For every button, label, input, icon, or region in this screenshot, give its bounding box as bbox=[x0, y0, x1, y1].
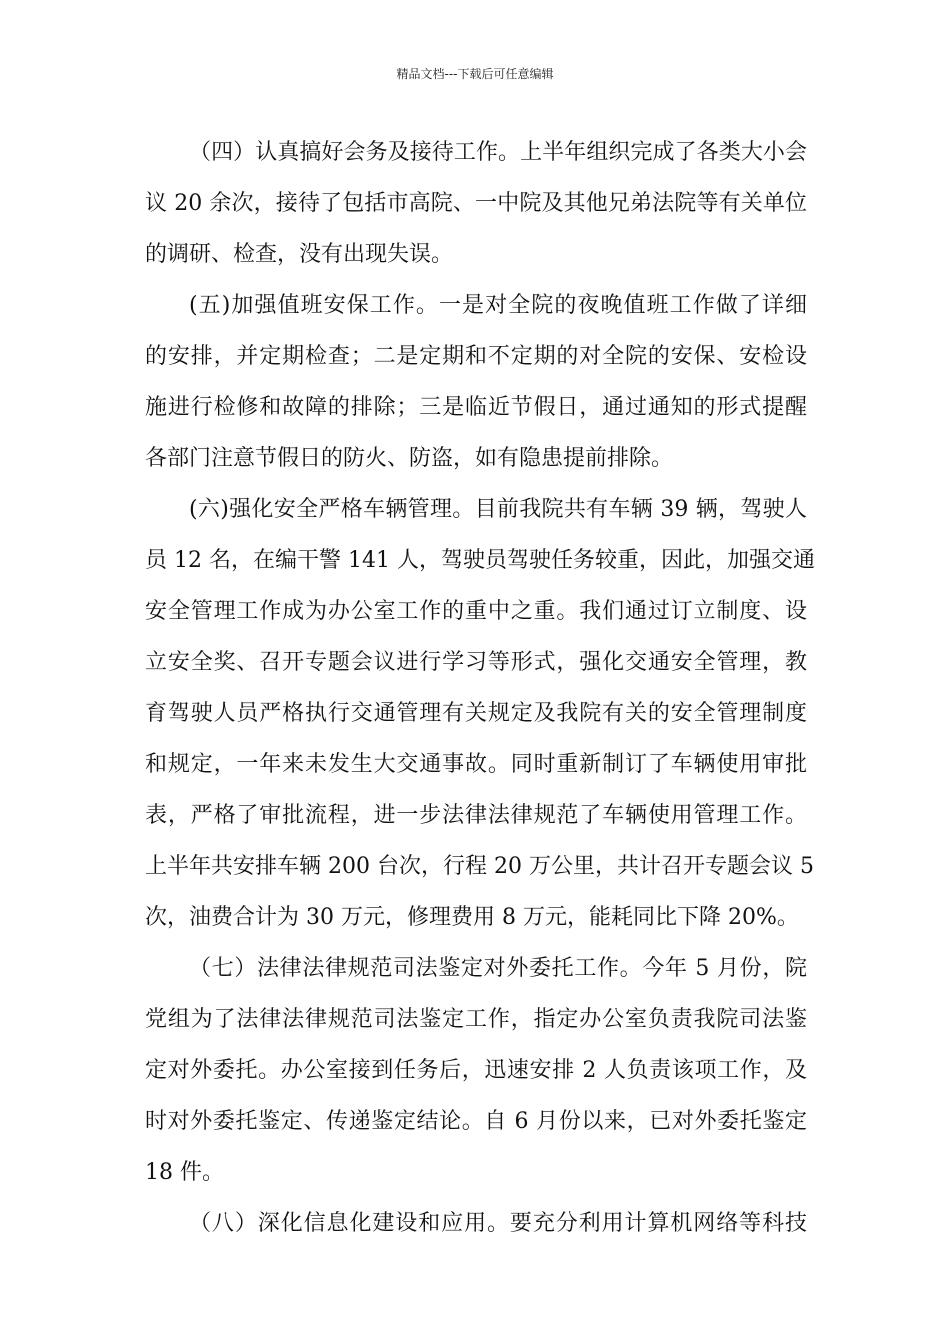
text-line: 员 12 名，在编干警 141 人，驾驶员驾驶任务较重，因此，加强交通 bbox=[145, 548, 815, 573]
paragraph-8 bbox=[145, 1203, 807, 1254]
text-line: 议 20 余次，接待了包括市高院、一中院及其他兄弟法院等有关单位 bbox=[145, 191, 807, 216]
text-line: (五)加强值班安保工作。一是对全院的夜晚值班工作做了详细 bbox=[189, 293, 807, 318]
text-line: 立安全奖、召开专题会议进行学习等形式，强化交通安全管理，教 bbox=[145, 650, 807, 675]
text-line: 施进行检修和故障的排除；三是临近节假日，通过通知的形式提醒 bbox=[145, 395, 807, 420]
text-line: 定对外委托。办公室接到任务后，迅速安排 2 人负责该项工作，及 bbox=[145, 1058, 807, 1083]
text-line: 的安排，并定期检查；二是定期和不定期的对全院的安保、安检设 bbox=[145, 344, 807, 369]
text-line: 安全管理工作成为办公室工作的重中之重。我们通过订立制度、设 bbox=[145, 599, 807, 624]
page-header: 精品文档---下载后可任意编辑 bbox=[396, 67, 554, 81]
text-line: 时对外委托鉴定、传递鉴定结论。自 6 月份以来，已对外委托鉴定 bbox=[145, 1109, 807, 1134]
text-line: 各部门注意节假日的防火、防盗，如有隐患提前排除。 bbox=[145, 446, 674, 471]
paragraph-7 bbox=[145, 948, 807, 1203]
text-line: 上半年共安排车辆 200 台次，行程 20 万公里，共计召开专题会议 5 bbox=[145, 854, 814, 879]
text-line: 党组为了法律法律规范司法鉴定工作，指定办公室负责我院司法鉴 bbox=[145, 1007, 807, 1032]
text-line: 和规定，一年来未发生大交通事故。同时重新制订了车辆使用审批 bbox=[145, 752, 807, 777]
paragraph-6 bbox=[145, 489, 815, 948]
document-body bbox=[145, 132, 815, 1254]
text-line: （四）认真搞好会务及接待工作。上半年组织完成了各类大小会 bbox=[189, 140, 807, 165]
text-line: 的调研、检查，没有出现失误。 bbox=[145, 242, 454, 267]
text-line: 次，油费合计为 30 万元，修理费用 8 万元，能耗同比下降 20%。 bbox=[145, 905, 799, 930]
text-line: 育驾驶人员严格执行交通管理有关规定及我院有关的安全管理制度 bbox=[145, 701, 807, 726]
text-line: 表，严格了审批流程，进一步法律法律规范了车辆使用管理工作。 bbox=[145, 803, 807, 828]
paragraph-5 bbox=[145, 285, 807, 489]
paragraph-4 bbox=[145, 132, 807, 285]
text-line: (六)强化安全严格车辆管理。目前我院共有车辆 39 辆，驾驶人 bbox=[189, 497, 807, 522]
text-line: （八）深化信息化建设和应用。要充分利用计算机网络等科技 bbox=[189, 1211, 807, 1236]
text-line: 18 件。 bbox=[145, 1160, 224, 1185]
text-line: （七）法律法律规范司法鉴定对外委托工作。今年 5 月份，院 bbox=[189, 956, 807, 981]
